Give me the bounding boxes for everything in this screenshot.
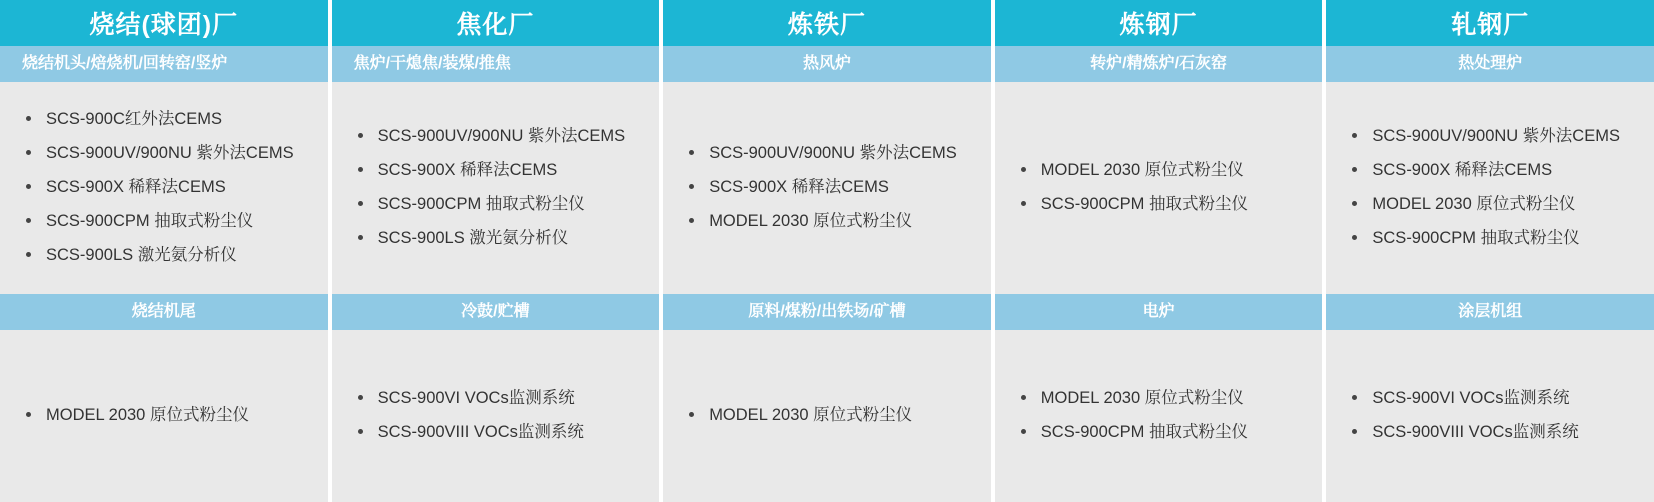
product-list-item: MODEL 2030 原位式粉尘仪 [685, 205, 977, 239]
product-list-item: MODEL 2030 原位式粉尘仪 [1017, 154, 1309, 188]
product-list-panel [0, 330, 328, 502]
product-list-panel [0, 82, 328, 294]
product-list-panel [1326, 330, 1654, 502]
product-list [685, 399, 977, 433]
product-list-item: SCS-900UV/900NU 紫外法CEMS [354, 120, 646, 154]
product-list-panel [332, 330, 660, 502]
product-list-item: SCS-900UV/900NU 紫外法CEMS [1348, 120, 1640, 154]
process-heading: 烧结机尾 [0, 294, 328, 330]
process-heading: 电炉 [995, 294, 1323, 330]
product-list-item: SCS-900LS 激光氨分析仪 [22, 239, 314, 273]
product-list-item: SCS-900LS 激光氨分析仪 [354, 222, 646, 256]
product-list-item: SCS-900X 稀释法CEMS [22, 171, 314, 205]
process-heading: 焦炉/干熄焦/装煤/推焦 [332, 46, 660, 82]
process-heading: 原料/煤粉/出铁场/矿槽 [663, 294, 991, 330]
product-list-item: MODEL 2030 原位式粉尘仪 [22, 399, 314, 433]
process-heading: 热风炉 [663, 46, 991, 82]
process-heading: 冷鼓/贮槽 [332, 294, 660, 330]
plant-title: 炼铁厂 [663, 0, 991, 46]
product-list-item: SCS-900CPM 抽取式粉尘仪 [1017, 416, 1309, 450]
plant-title: 炼钢厂 [995, 0, 1323, 46]
product-list [1348, 382, 1640, 450]
product-list [1017, 154, 1309, 222]
process-heading: 热处理炉 [1326, 46, 1654, 82]
product-list-item: SCS-900UV/900NU 紫外法CEMS [22, 137, 314, 171]
product-list-panel [995, 330, 1323, 502]
product-list-item: SCS-900CPM 抽取式粉尘仪 [1017, 188, 1309, 222]
product-list [1017, 382, 1309, 450]
product-list-item: SCS-900CPM 抽取式粉尘仪 [354, 188, 646, 222]
process-heading: 涂层机组 [1326, 294, 1654, 330]
product-list-panel [663, 82, 991, 294]
product-list [354, 120, 646, 256]
product-list-item: SCS-900C红外法CEMS [22, 103, 314, 137]
product-list [354, 382, 646, 450]
product-list [685, 137, 977, 239]
product-list [22, 399, 314, 433]
product-list-item: MODEL 2030 原位式粉尘仪 [1348, 188, 1640, 222]
product-list-item: MODEL 2030 原位式粉尘仪 [685, 399, 977, 433]
product-list-item: SCS-900X 稀释法CEMS [685, 171, 977, 205]
plant-title: 轧钢厂 [1326, 0, 1654, 46]
product-list-item: SCS-900VIII VOCs监测系统 [354, 416, 646, 450]
process-heading: 转炉/精炼炉/石灰窑 [995, 46, 1323, 82]
plant-title: 焦化厂 [332, 0, 660, 46]
product-list-item: SCS-900X 稀释法CEMS [354, 154, 646, 188]
product-list-item: SCS-900CPM 抽取式粉尘仪 [22, 205, 314, 239]
product-list [1348, 120, 1640, 256]
product-list-panel [332, 82, 660, 294]
product-list-item: MODEL 2030 原位式粉尘仪 [1017, 382, 1309, 416]
plant-title: 烧结(球团)厂 [0, 0, 328, 46]
product-list-item: SCS-900VI VOCs监测系统 [1348, 382, 1640, 416]
product-list [22, 103, 314, 273]
product-list-item: SCS-900VI VOCs监测系统 [354, 382, 646, 416]
process-heading: 烧结机头/焙烧机/回转窑/竖炉 [0, 46, 328, 82]
product-list-panel [995, 82, 1323, 294]
product-list-item: SCS-900UV/900NU 紫外法CEMS [685, 137, 977, 171]
product-list-item: SCS-900X 稀释法CEMS [1348, 154, 1640, 188]
product-list-item: SCS-900CPM 抽取式粉尘仪 [1348, 222, 1640, 256]
product-list-panel [1326, 82, 1654, 294]
product-list-panel [663, 330, 991, 502]
product-list-item: SCS-900VIII VOCs监测系统 [1348, 416, 1640, 450]
